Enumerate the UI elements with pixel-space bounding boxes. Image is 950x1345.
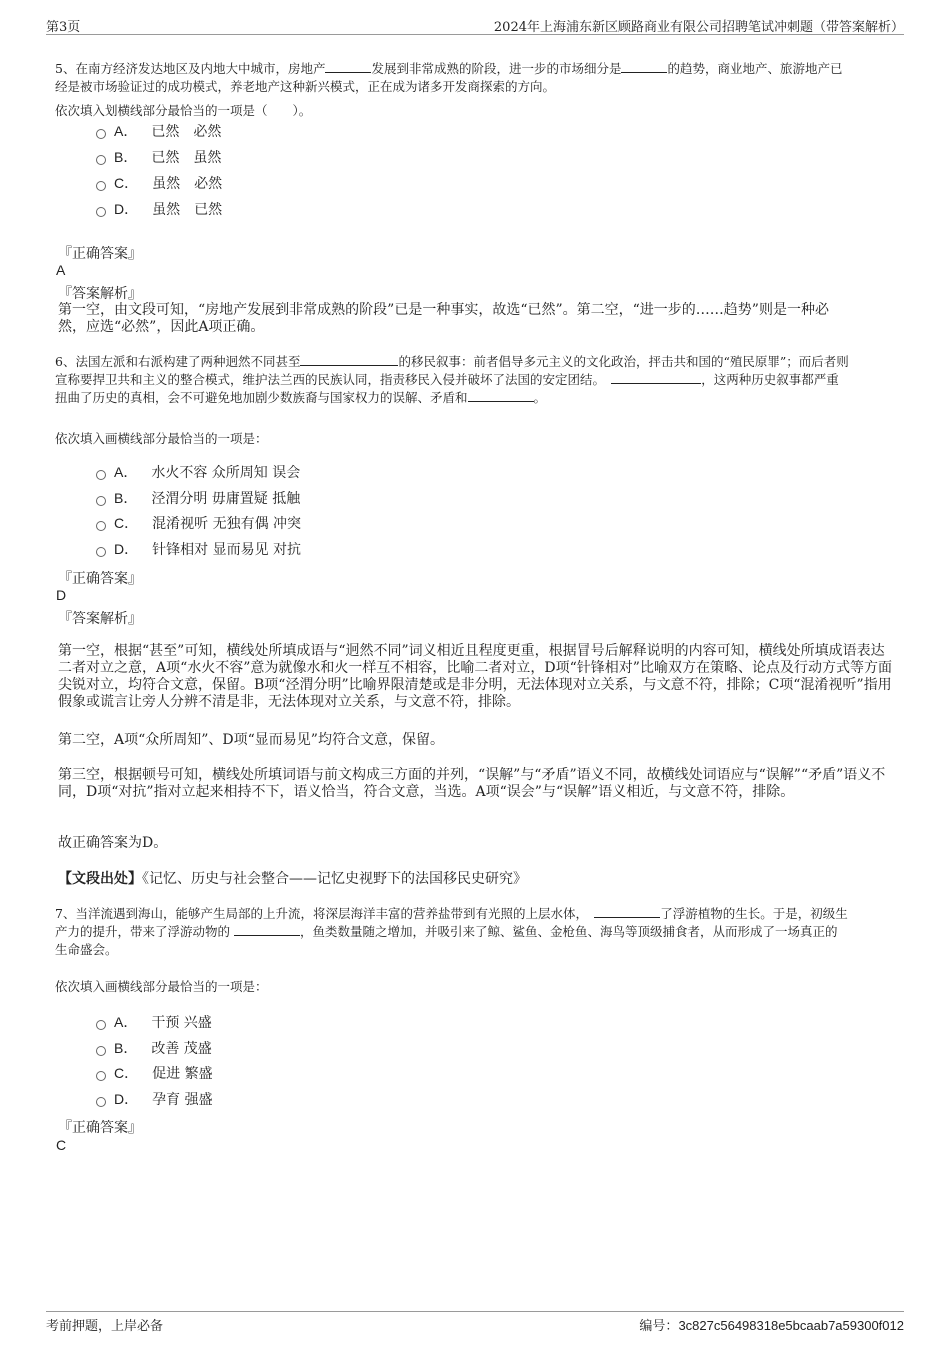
- option-text: 水火不容 众所周知 误会: [151, 465, 301, 481]
- answer-label: 『正确答案』: [58, 246, 142, 262]
- question-text-segment: 产力的提升，带来了浮游动物的: [55, 924, 231, 939]
- source-label: 【文段出处】: [58, 871, 142, 887]
- question-7-text: [55, 905, 900, 959]
- question-text-segment: ，这两种历史叙事都严重: [701, 372, 839, 387]
- question-7-prompt: 依次填入画横线部分最恰当的一项是：: [55, 979, 268, 994]
- radio-icon[interactable]: [96, 1097, 106, 1107]
- fill-blank: [234, 923, 300, 936]
- radio-icon[interactable]: [96, 496, 106, 506]
- question-6-prompt: 依次填入画横线部分最恰当的一项是：: [55, 431, 268, 446]
- radio-icon[interactable]: [96, 1046, 106, 1056]
- analysis-conclusion: 故正确答案为D。: [58, 835, 168, 851]
- question-text-segment: 生命盛会。: [55, 942, 118, 957]
- radio-icon[interactable]: [96, 1071, 106, 1081]
- option-text: 混淆视听 无独有偶 冲突: [152, 516, 302, 532]
- option-d[interactable]: [96, 1089, 213, 1109]
- option-letter: B．: [114, 149, 138, 165]
- question-text-segment: 的趋势，商业地产、旅游地产已: [667, 61, 843, 76]
- answer-value: C: [56, 1137, 67, 1153]
- question-text-segment: 发展到非常成熟的阶段，进一步的市场细分是: [371, 61, 622, 76]
- fill-blank: [300, 353, 398, 366]
- radio-icon[interactable]: [96, 470, 106, 480]
- analysis-label: 『答案解析』: [58, 611, 142, 627]
- radio-icon[interactable]: [96, 547, 106, 557]
- analysis-paragraph: 第二空，A项“众所周知”、D项“显而易见”均符合文意，保留。: [58, 732, 444, 748]
- option-b[interactable]: [96, 147, 221, 167]
- option-text: 改善 茂盛: [151, 1041, 212, 1057]
- analysis-paragraph: 第一空，根据“甚至”可知，横线处所填成语与“迥然不同”词义相近且程度更重，根据冒号后解释说明的内容可知，横线处所填成语表达二者对立之意，A项“水火不容”意为就像水和火一样互不相容，比喻二者对立，D项“针锋相对”比喻双方在策略、论点及行动方式等方面尖锐对立，均符合文意，保留。B项“泾渭分明”比喻界限清楚或是非分明，无法体现对立关系，与文意不符，排除；C项“混淆视听”指用假象或谎言让旁人分辨不清是非，无法体现对立关系，与文意不符，排除。: [58, 643, 892, 710]
- question-5-prompt: 依次填入划横线部分最恰当的一项是（ ）。: [55, 103, 312, 118]
- radio-icon[interactable]: [96, 155, 106, 165]
- option-text: 孕育 强盛: [152, 1092, 213, 1108]
- fill-blank: [621, 60, 667, 73]
- option-d[interactable]: [96, 539, 301, 559]
- code-label: 编号：: [639, 1319, 679, 1334]
- option-letter: B．: [114, 490, 138, 506]
- question-text-segment: 了浮游植物的生长。于是，初级生: [660, 906, 848, 921]
- radio-icon[interactable]: [96, 129, 106, 139]
- question-5-text: [55, 60, 900, 96]
- radio-icon[interactable]: [96, 207, 106, 217]
- option-c[interactable]: [96, 173, 222, 193]
- option-text: 促进 繁盛: [152, 1066, 213, 1082]
- option-b[interactable]: [96, 488, 300, 508]
- question-text-segment: 5、在南方经济发达地区及内地大中城市，房地产: [55, 61, 326, 76]
- source-text: 《记忆、历史与社会整合——记忆史视野下的法国移民史研究》: [142, 871, 527, 887]
- option-a[interactable]: [96, 462, 300, 482]
- answer-value: A: [56, 262, 66, 278]
- option-c[interactable]: [96, 1063, 213, 1083]
- source-citation: [58, 868, 527, 888]
- fill-blank: [594, 905, 660, 918]
- option-letter: A．: [114, 464, 138, 480]
- analysis-paragraph: 第三空，根据顿号可知，横线处所填词语与前文构成三方面的并列，“误解”与“矛盾”语义不同，故横线处词语应与“误解”“矛盾”语义不同，D项“对抗”指对立起来相持不下，语义恰当，符合文意，当选。A项“误会”与“误解”语义相近，与文意不符，排除。: [58, 767, 886, 800]
- footer-slogan: 考前押题，上岸必备: [46, 1319, 164, 1334]
- fill-blank: [611, 371, 701, 384]
- option-a[interactable]: [96, 121, 221, 141]
- option-letter: A．: [114, 1014, 138, 1030]
- analysis-label: 『答案解析』: [58, 286, 142, 302]
- answer-label: 『正确答案』: [58, 571, 142, 587]
- code-value: 3c827c56498318e5bcaab7a59300f012: [678, 1318, 904, 1333]
- page-header: [46, 14, 904, 35]
- option-d[interactable]: [96, 199, 222, 219]
- question-text-segment: 。: [533, 390, 547, 405]
- option-letter: D．: [114, 201, 139, 217]
- option-b[interactable]: [96, 1038, 212, 1058]
- option-text: 干预 兴盛: [151, 1015, 212, 1031]
- question-6-text: [55, 353, 900, 407]
- answer-label: 『正确答案』: [58, 1120, 142, 1136]
- question-text-segment: 的移民叙事：前者倡导多元主义的文化政治，抨击共和国的“殖民原罪”；而后者则: [398, 354, 849, 369]
- page-footer: [46, 1311, 904, 1334]
- question-text-segment: 7、当洋流遇到海山，能够产生局部的上升流，将深层海洋丰富的营养盐带到有光照的上层水体，: [55, 906, 582, 921]
- option-text: 已然 虽然: [151, 150, 222, 166]
- fill-blank: [468, 389, 534, 402]
- option-text: 已然 必然: [151, 124, 222, 140]
- option-text: 泾渭分明 毋庸置疑 抵触: [151, 491, 301, 507]
- radio-icon[interactable]: [96, 181, 106, 191]
- analysis-text: [58, 302, 893, 336]
- option-letter: D．: [114, 541, 139, 557]
- option-letter: C．: [114, 1065, 139, 1081]
- option-text: 针锋相对 显而易见 对抗: [152, 542, 302, 558]
- option-letter: B．: [114, 1040, 138, 1056]
- fill-blank: [325, 60, 371, 73]
- document-title: 2024年上海浦东新区顾路商业有限公司招聘笔试冲刺题（带答案解析）: [493, 20, 904, 35]
- analysis-line: 然，应选“必然”，因此A项正确。: [58, 319, 265, 335]
- question-text-segment: ，鱼类数量随之增加，并吸引来了鲸、鲨鱼、金枪鱼、海鸟等顶级捕食者，从而形成了一场真正的: [300, 924, 838, 939]
- option-c[interactable]: [96, 513, 301, 533]
- option-letter: C．: [114, 175, 139, 191]
- question-text-segment: 经是被市场验证过的成功模式，养老地产这种新兴模式，正在成为诸多开发商探索的方向。: [55, 79, 556, 94]
- document-code: [639, 1315, 904, 1334]
- option-text: 虽然 必然: [152, 176, 223, 192]
- option-text: 虽然 已然: [152, 202, 223, 218]
- option-letter: A．: [114, 123, 138, 139]
- radio-icon[interactable]: [96, 521, 106, 531]
- option-letter: C．: [114, 515, 139, 531]
- analysis-line: 第一空，由文段可知，“房地产发展到非常成熟的阶段”已是一种事实，故选“已然”。第二空，“进一步的……趋势”则是一种必: [58, 302, 829, 318]
- option-letter: D．: [114, 1091, 139, 1107]
- option-a[interactable]: [96, 1012, 212, 1032]
- question-text-segment: 扭曲了历史的真相，会不可避免地加剧少数族裔与国家权力的误解、矛盾和: [55, 390, 468, 405]
- radio-icon[interactable]: [96, 1020, 106, 1030]
- question-text-segment: 宣称要捍卫共和主义的整合模式，维护法兰西的民族认同，指责移民入侵并破坏了法国的安定团结。: [55, 372, 599, 387]
- page-number: 第3页: [46, 20, 81, 35]
- question-text-segment: 6、法国左派和右派构建了两种迥然不同甚至: [55, 354, 301, 369]
- answer-value: D: [56, 587, 67, 603]
